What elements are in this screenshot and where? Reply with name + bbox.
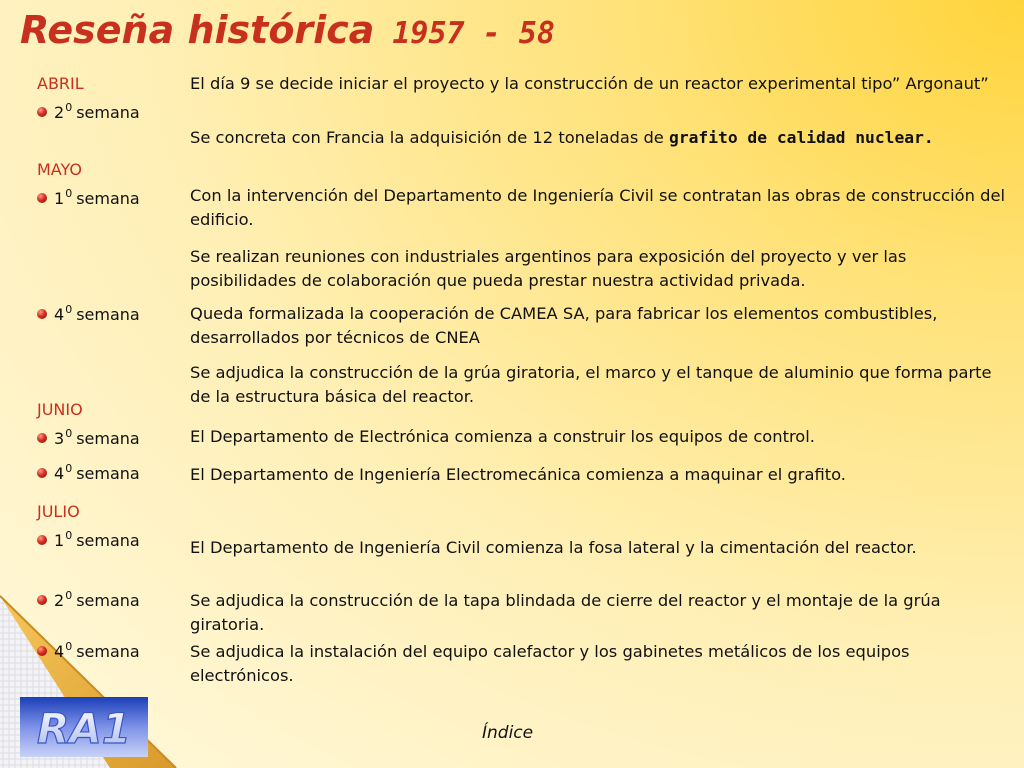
week-superscript: 0 [65, 462, 73, 475]
event-highlight: grafito de calidad nuclear. [669, 128, 934, 147]
week-number: 4 [54, 464, 65, 483]
ra1-logo [20, 697, 148, 757]
week-superscript: 0 [65, 427, 73, 440]
page-title [20, 8, 555, 52]
week-label: semana [76, 305, 140, 324]
bullet-icon [37, 595, 47, 605]
bullet-icon [37, 468, 47, 478]
title-main: Reseña histórica [20, 8, 375, 52]
week-superscript: 0 [65, 529, 73, 542]
week-item [37, 103, 140, 122]
event-text: Se concreta con Francia la adquisición de 12 toneladas de [190, 128, 670, 147]
week-superscript: 0 [65, 303, 73, 316]
event-description: Con la intervención del Departamento de Ingeniería Civil se contratan las obras de construcción del edificio. [190, 186, 1005, 229]
event-description: El día 9 se decide iniciar el proyecto y la construcción de un reactor experimental tipo” Argonaut” [190, 74, 989, 93]
title-years: 1957 - 58 [392, 16, 555, 51]
week-superscript: 0 [65, 640, 73, 653]
event-description: El Departamento de Ingeniería Civil comienza la fosa lateral y la cimentación del reactor. [190, 538, 917, 557]
event-description: Se realizan reuniones con industriales argentinos para exposición del proyecto y ver las posibilidades de colaboración que pueda prestar nuestra actividad privada. [190, 247, 907, 290]
week-number: 1 [54, 189, 65, 208]
week-number: 2 [54, 103, 65, 122]
week-number: 4 [54, 305, 65, 324]
bullet-icon [37, 646, 47, 656]
month-julio: JULIO [37, 502, 80, 521]
week-label: semana [76, 464, 140, 483]
svg-text:RA1: RA1 [36, 704, 132, 753]
event-description: Se adjudica la construcción de la grúa giratoria, el marco y el tanque de aluminio que forma parte de la estructura básica del reactor. [190, 363, 992, 406]
bullet-icon [37, 309, 47, 319]
week-number: 3 [54, 429, 65, 448]
week-label: semana [76, 642, 140, 661]
event-description: Se adjudica la instalación del equipo calefactor y los gabinetes metálicos de los equipos electrónicos. [190, 642, 910, 685]
week-superscript: 0 [65, 187, 73, 200]
week-item [37, 531, 140, 550]
bullet-icon [37, 433, 47, 443]
event-description [190, 126, 1005, 150]
week-item [37, 642, 140, 661]
event-description: El Departamento de Ingeniería Electromecánica comienza a maquinar el grafito. [190, 465, 846, 484]
week-label: semana [76, 103, 140, 122]
event-description: Queda formalizada la cooperación de CAMEA SA, para fabricar los elementos combustibles, desarrollados por técnicos de CNEA [190, 304, 938, 347]
bullet-icon [37, 107, 47, 117]
month-mayo: MAYO [37, 160, 82, 179]
week-item [37, 464, 140, 483]
week-superscript: 0 [65, 589, 73, 602]
week-superscript: 0 [65, 101, 73, 114]
week-label: semana [76, 591, 140, 610]
month-junio: JUNIO [37, 400, 83, 419]
bullet-icon [37, 535, 47, 545]
week-label: semana [76, 429, 140, 448]
week-number: 1 [54, 531, 65, 550]
week-item [37, 305, 140, 324]
month-abril: ABRIL [37, 74, 84, 93]
week-item [37, 189, 140, 208]
week-number: 4 [54, 642, 65, 661]
event-description: Se adjudica la construcción de la tapa blindada de cierre del reactor y el montaje de la grúa giratoria. [190, 591, 941, 634]
index-link[interactable]: Índice [482, 723, 534, 743]
week-item [37, 429, 140, 448]
week-number: 2 [54, 591, 65, 610]
event-description: El Departamento de Electrónica comienza a construir los equipos de control. [190, 427, 815, 446]
week-item [37, 591, 140, 610]
bullet-icon [37, 193, 47, 203]
week-label: semana [76, 189, 140, 208]
week-label: semana [76, 531, 140, 550]
